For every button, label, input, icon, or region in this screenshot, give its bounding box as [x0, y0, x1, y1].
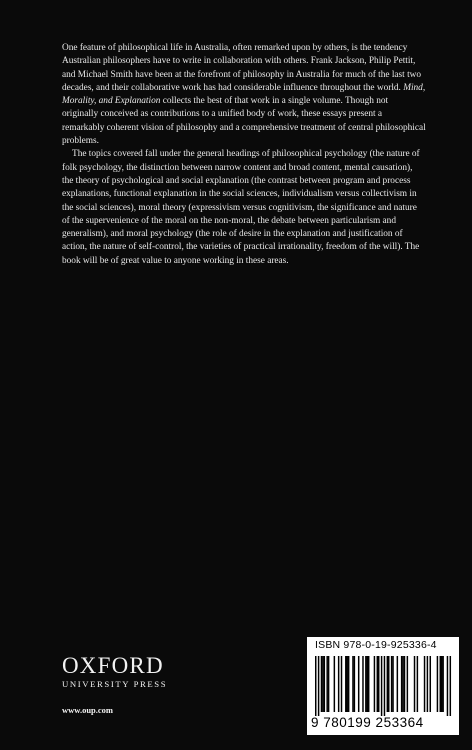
barcode-bar: [367, 656, 368, 712]
publisher-name: OXFORD: [62, 653, 164, 678]
barcode-bar: [414, 656, 415, 712]
publisher-logo: [62, 654, 167, 690]
barcode-bar: [388, 656, 389, 712]
barcode-bar: [346, 656, 347, 712]
barcode-bar: [322, 656, 323, 712]
barcode-bar: [338, 656, 339, 712]
barcode-bar: [440, 656, 441, 712]
barcode-bar: [345, 656, 346, 712]
barcode-bar: [352, 656, 353, 712]
barcode-bar: [377, 656, 378, 712]
isbn-barcode: [307, 637, 459, 735]
barcode-bar: [401, 656, 402, 712]
barcode-bar: [384, 656, 385, 716]
publisher-url: www.oup.com: [62, 705, 114, 715]
publisher-subtitle: UNIVERSITY PRESS: [62, 679, 168, 689]
barcode-bar: [315, 656, 316, 716]
barcode-bar: [430, 656, 431, 712]
barcode-bar: [397, 656, 398, 712]
blurb-paragraph-1: [62, 42, 426, 148]
barcode-bar: [321, 656, 322, 712]
barcode-bar: [362, 656, 363, 712]
barcode-bar: [354, 656, 355, 712]
barcode-bar: [348, 656, 349, 712]
barcode-bar: [368, 656, 369, 712]
blurb-text-part-2: collects the best of that work in a single volume. Though not originally conceived as contributions to a unified body of work, these essays present a remarkably coherent vision of philosophy and a comprehensive treatment of central philosophical problems.: [62, 96, 426, 147]
barcode-bar: [402, 656, 403, 712]
barcode-bar: [358, 656, 359, 712]
barcode-bar: [324, 656, 325, 712]
barcode-bar: [378, 656, 379, 712]
barcode-bar: [424, 656, 425, 712]
barcode-bar: [392, 656, 393, 712]
blurb-paragraph-2: The topics covered fall under the general headings of philosophical psychology (the nature of folk psychology, the distinction between narrow content and broad content, mental causation), the theory of psychological and social explanation (the contrast between program and process explanations, functional explanation in the social sciences, individualism versus collectivism in the social sciences), moral theory (expressivism versus cognitivism, the significance and nature of the supervenience of the moral on the non-moral, the debate between particularism and generalism), and moral psychology (the role of desire in the explanation and justification of action, the nature of self-control, the varieties of practical irrationality, freedom of the will). The book will be of great value to anyone working in these areas.: [62, 149, 420, 266]
barcode-bar: [374, 656, 375, 712]
barcode-bar: [441, 656, 442, 712]
barcode-bar: [404, 656, 405, 712]
barcode-bar: [407, 656, 408, 712]
barcode-digits: 9 780199 253364: [311, 715, 424, 730]
blurb-text-part-1: One feature of philosophical life in Australia, often remarked upon by others, is the tendency Australian philosophers have to write in collaboration with others. Frank Jackson, Philip Pettit, and Michael Smith have been at the forefront of philosophy in Australia for much of the last two decades, and their collaborative work has had considerable influence throughout the world.: [62, 43, 422, 93]
isbn-label: ISBN 978-0-19-925336-4: [315, 639, 437, 651]
barcode-bar: [442, 656, 443, 712]
barcode-bar: [326, 656, 327, 712]
barcode-bar: [447, 656, 448, 716]
barcode-bar: [391, 656, 392, 712]
back-cover-blurb: [62, 42, 426, 268]
book-title: Mind, Morality, and Explanation: [62, 82, 426, 107]
barcode-bar: [450, 656, 451, 716]
barcode-bar: [437, 656, 438, 712]
barcode-bars: [313, 656, 453, 716]
barcode-bar: [387, 656, 388, 712]
barcode-bar: [427, 656, 428, 712]
barcode-bar: [328, 656, 329, 712]
barcode-bar: [334, 656, 335, 712]
barcode-bar: [365, 656, 366, 712]
barcode-bar: [318, 656, 319, 716]
barcode-bar: [341, 656, 342, 712]
barcode-bar: [381, 656, 382, 716]
barcode-bar: [417, 656, 418, 712]
